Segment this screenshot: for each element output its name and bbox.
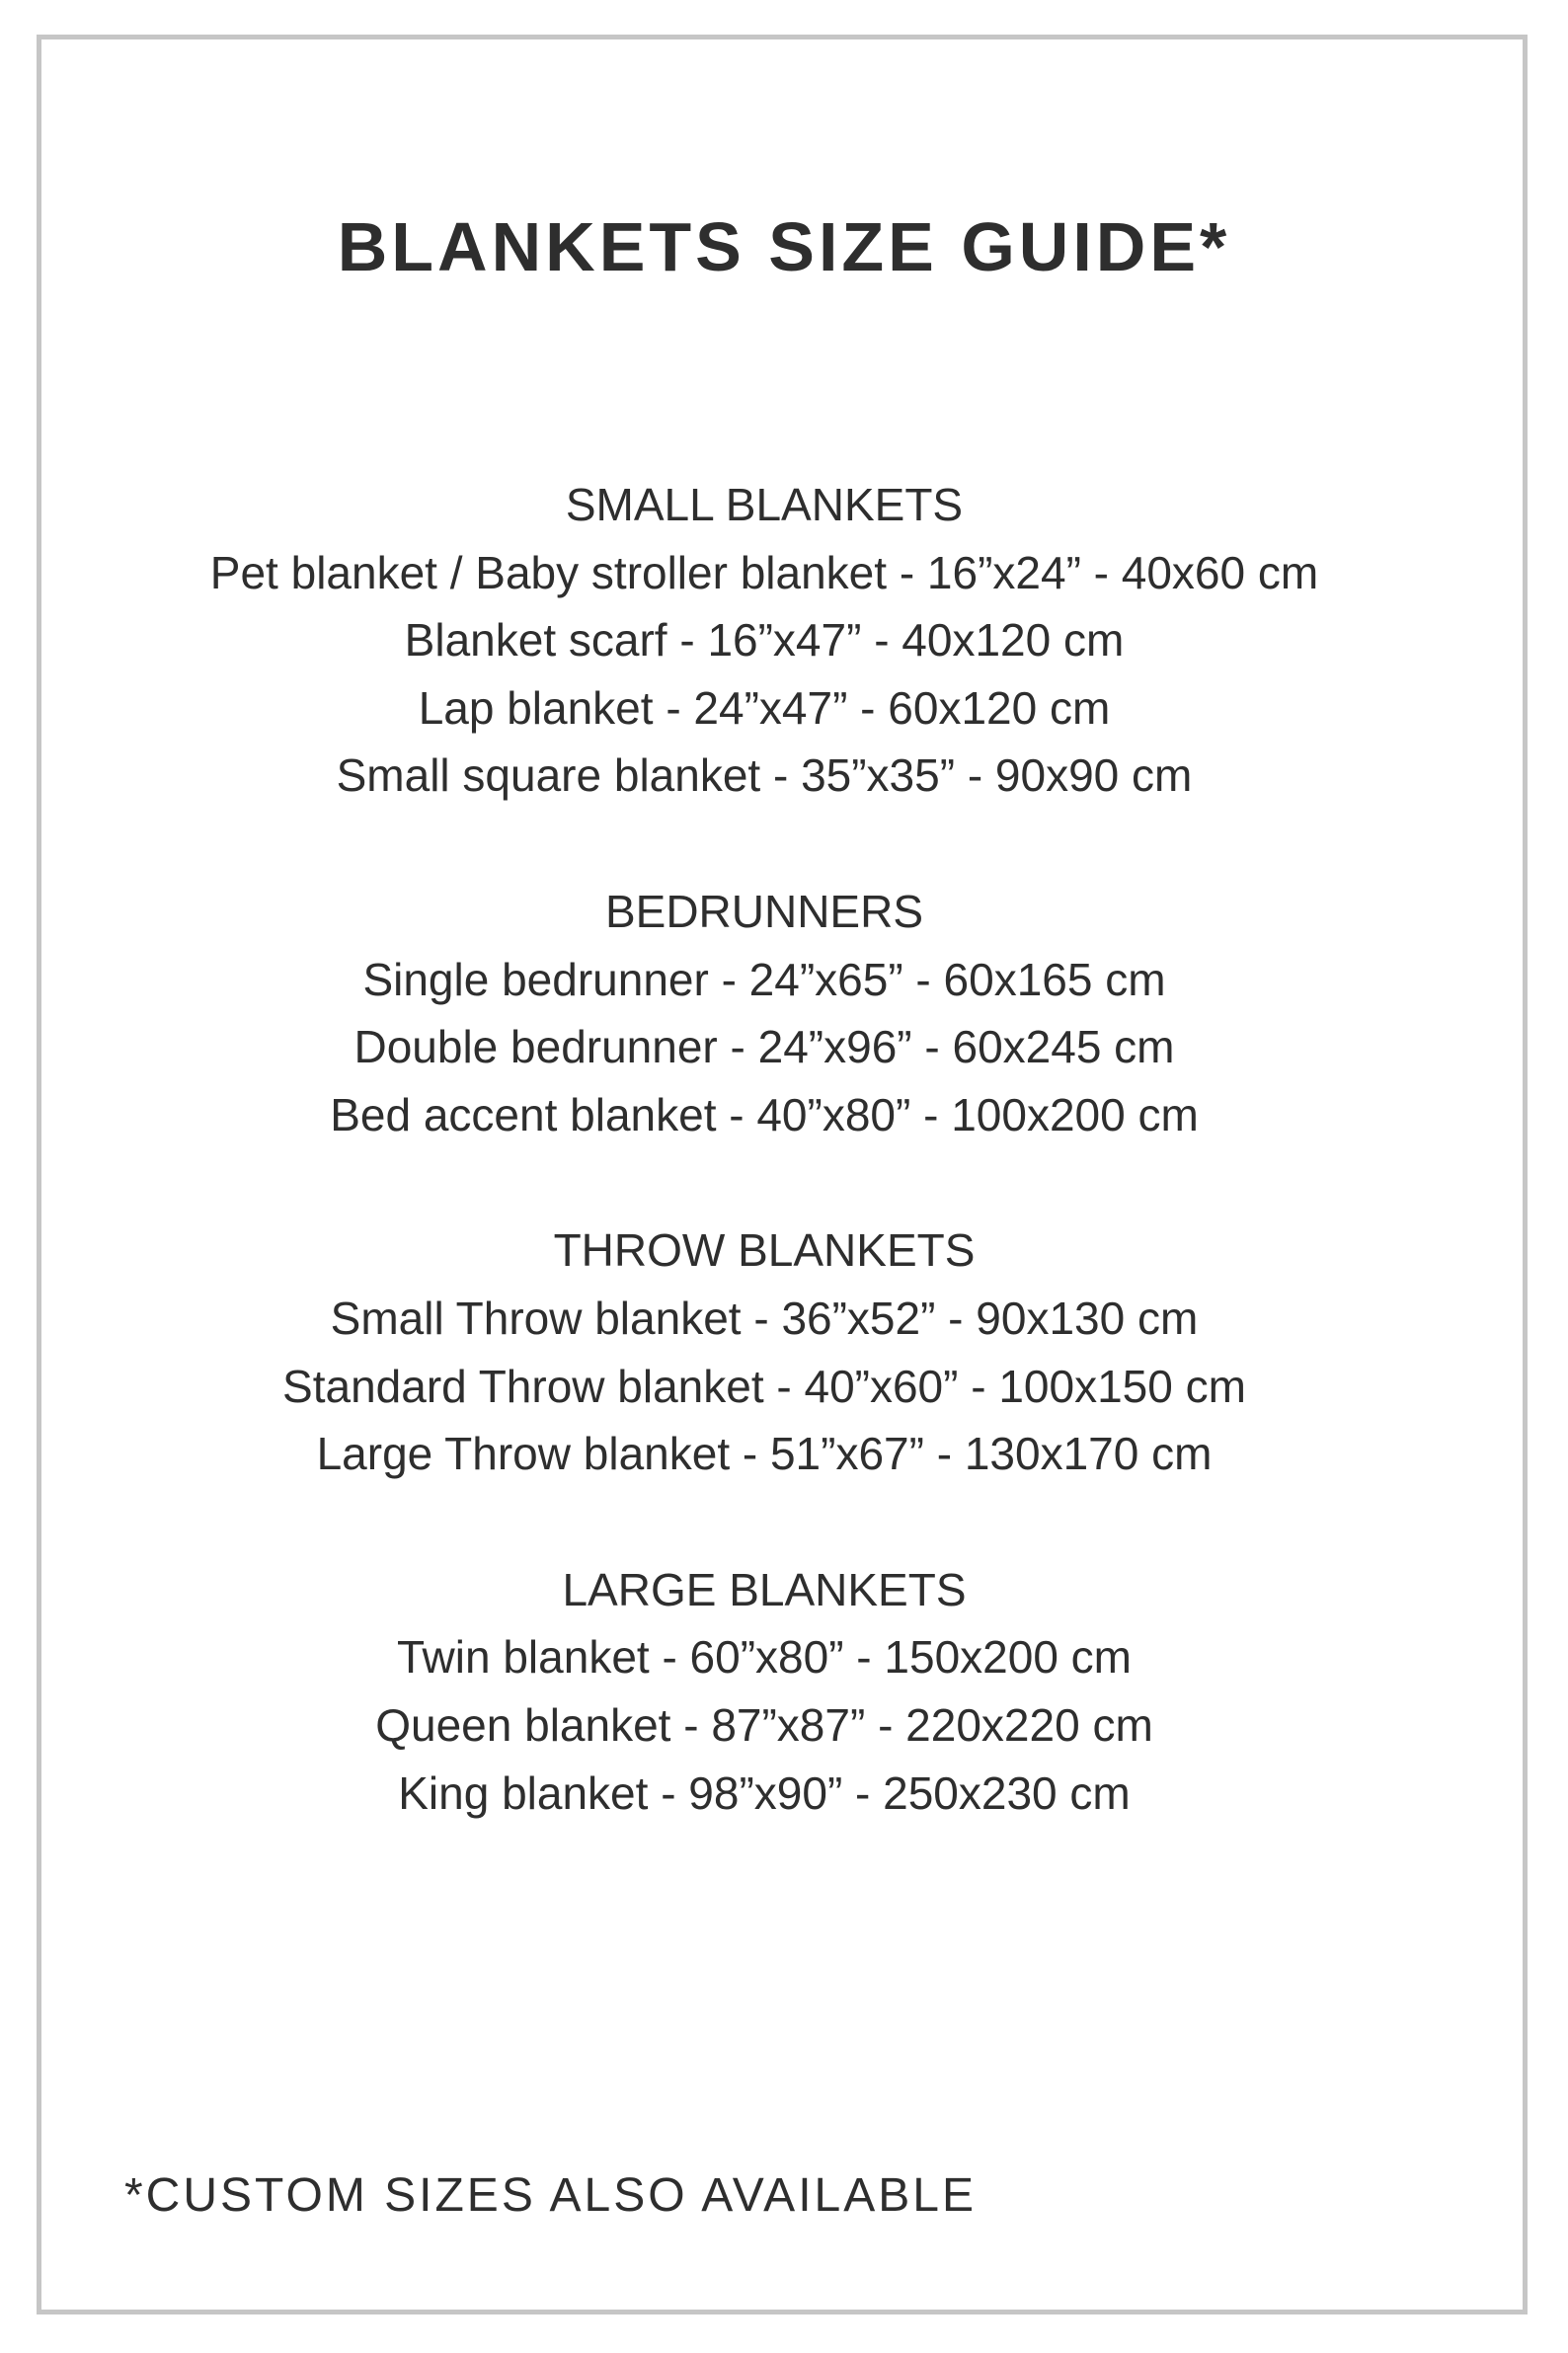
page-title: BLANKETS SIZE GUIDE* <box>337 208 1231 285</box>
section-throw-blankets <box>0 1216 1529 1487</box>
custom-sizes-footnote: *CUSTOM SIZES ALSO AVAILABLE <box>124 2169 977 2222</box>
size-item: Pet blanket / Baby stroller blanket - 16”x24” - 40x60 cm <box>209 546 1319 598</box>
section-small-blankets <box>0 471 1529 810</box>
section-heading: LARGE BLANKETS <box>562 1563 967 1615</box>
section-large-blankets <box>0 1556 1529 1827</box>
section-heading: THROW BLANKETS <box>553 1224 976 1277</box>
size-item: Blanket scarf - 16”x47” - 40x120 cm <box>404 614 1125 667</box>
size-item: Twin blanket - 60”x80” - 150x200 cm <box>396 1631 1133 1684</box>
size-item: Double bedrunner - 24”x96” - 60x245 cm <box>353 1021 1175 1073</box>
size-item: Small Throw blanket - 36”x52” - 90x130 cm <box>330 1292 1199 1344</box>
size-sections <box>0 471 1529 1895</box>
size-item: Lap blanket - 24”x47” - 60x120 cm <box>418 681 1111 734</box>
section-bedrunners <box>0 878 1529 1148</box>
size-item: Large Throw blanket - 51”x67” - 130x170 cm <box>316 1428 1213 1480</box>
size-item: Small square blanket - 35”x35” - 90x90 cm <box>336 749 1193 802</box>
size-item: Standard Throw blanket - 40”x60” - 100x150 cm <box>282 1360 1246 1412</box>
section-heading: BEDRUNNERS <box>604 885 924 937</box>
size-item: Bed accent blanket - 40”x80” - 100x200 cm <box>330 1088 1199 1140</box>
size-item: King blanket - 98”x90” - 250x230 cm <box>398 1766 1131 1819</box>
section-heading: SMALL BLANKETS <box>565 479 964 530</box>
size-item: Queen blanket - 87”x87” - 220x220 cm <box>375 1698 1153 1751</box>
size-item: Single bedrunner - 24”x65” - 60x165 cm <box>362 953 1166 1005</box>
